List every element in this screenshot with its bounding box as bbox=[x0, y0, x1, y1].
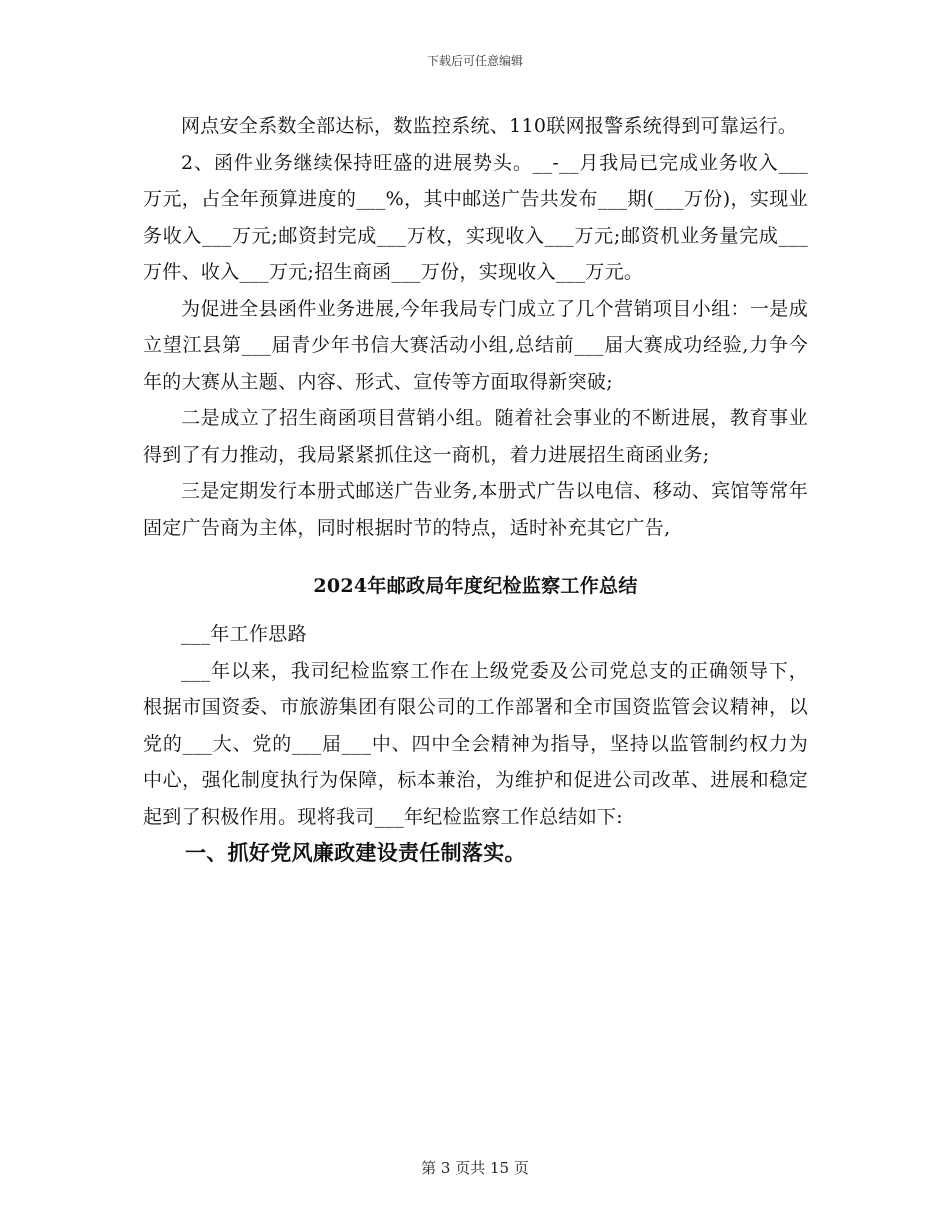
paragraph-enrollment-mail: 二是成立了招生商函项目营销小组。随着社会事业的不断进展，教育事业得到了有力推动，我局紧紧抓住这一商机，着力进展招生商函业务; bbox=[143, 407, 808, 466]
paragraph-continuation: 网点安全系数全部达标，数监控系统、110联网报警系统得到可靠运行。 bbox=[181, 115, 798, 137]
document-body bbox=[143, 108, 808, 872]
paragraph-booklet-ads: 三是定期发行本册式邮送广告业务,本册式广告以电信、移动、宾馆等常年固定广告商为主体，同时根据时节的特点，适时补充其它广告, bbox=[143, 480, 808, 539]
section-title: 2024年邮政局年度纪检监察工作总结 bbox=[313, 575, 638, 597]
paragraph-summary-intro: ___年以来，我司纪检监察工作在上级党委及公司党总支的正确领导下，根据市国资委、市旅游集团有限公司的工作部署和全市国资监管会议精神，以党的___大、党的___届___中、四中全会精神为指导，坚持以监管制约权力为中心，强化制度执行为保障，标本兼治，为维护和促进公司改革、进展和稳定起到了积极作用。现将我司___年纪检监察工作总结如下: bbox=[143, 659, 808, 828]
page-header: 下载后可任意编辑 bbox=[426, 54, 523, 68]
heading-party-conduct: 一、抓好党风廉政建设责任制落实。 bbox=[185, 840, 526, 865]
page-footer: 第 3 页共 15 页 bbox=[421, 1159, 529, 1177]
paragraph-work-ideas: ___年工作思路 bbox=[181, 623, 307, 645]
paragraph-letter-business: 2、函件业务继续保持旺盛的进展势头。__-__月我局已完成业务收入___万元，占全年预算进度的___%，其中邮送广告共发布___期(___万份)，实现业务收入___万元;邮资封完成___万枚，实现收入___万元;邮资机业务量完成___万件、收入___万元;招生商函___万份，实现收入___万元。 bbox=[143, 151, 808, 283]
paragraph-marketing-groups: 为促进全县函件业务进展,今年我局专门成立了几个营销项目小组：一是成立望江县第___届青少年书信大赛活动小组,总结前___届大赛成功经验,力争今年的大赛从主题、内容、形式、宣传等方面取得新突破; bbox=[143, 297, 808, 393]
